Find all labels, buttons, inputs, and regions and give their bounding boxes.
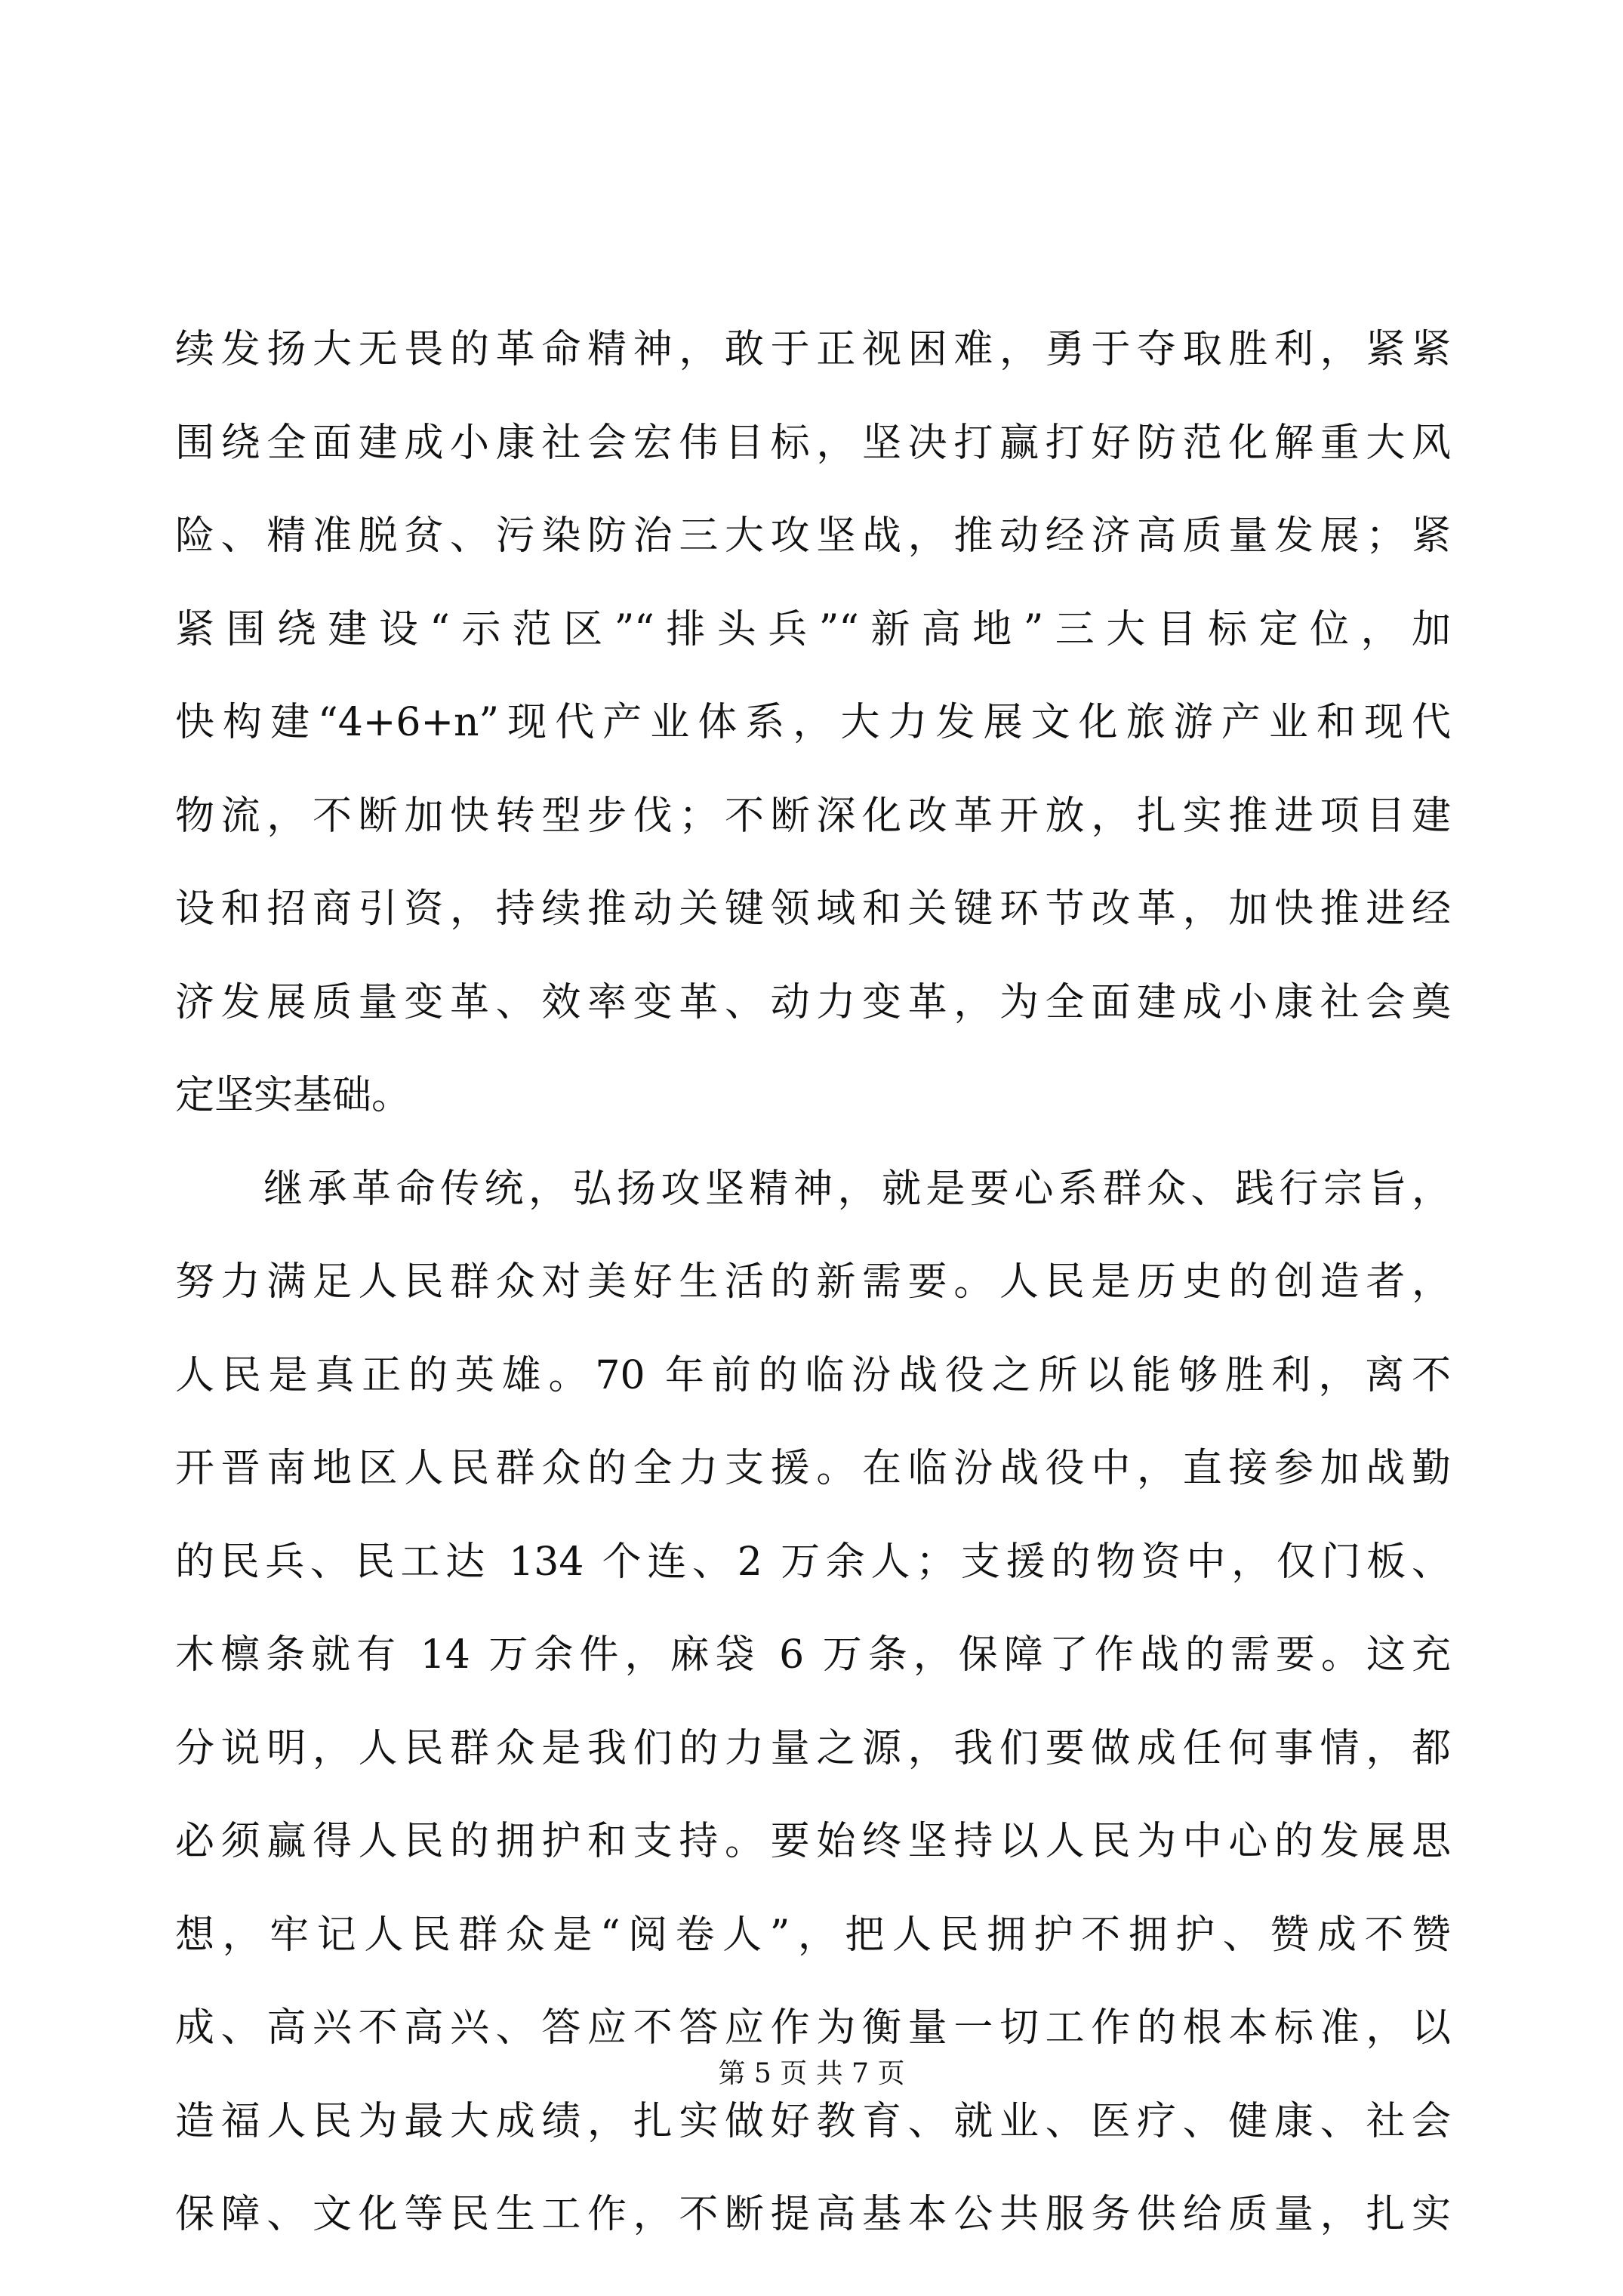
text-line: 分说明，人民群众是我们的力量之源，我们要做成任何事情，都 <box>175 1725 1451 1771</box>
text-line: 济发展质量变革、效率变革、动力变革，为全面建成小康社会奠 <box>175 979 1451 1025</box>
text-line: 快构建“4+6+n”现代产业体系，大力发展文化旅游产业和现代 <box>175 700 1451 745</box>
text-line: 开晋南地区人民群众的全力支援。在临汾战役中，直接参加战勤 <box>175 1446 1451 1491</box>
text-line: 人民是真正的英雄。70 年前的临汾战役之所以能够胜利，离不 <box>175 1352 1451 1398</box>
text-line: 造福人民为最大成绩，扎实做好教育、就业、医疗、健康、社会 <box>175 2098 1451 2144</box>
text-line: 设和招商引资，持续推动关键领域和关键环节改革，加快推进经 <box>175 886 1451 932</box>
text-line: 成、高兴不高兴、答应不答应作为衡量一切工作的根本标准，以 <box>175 2005 1451 2051</box>
text-line: 围绕全面建成小康社会宏伟目标，坚决打赢打好防范化解重大风 <box>175 420 1451 466</box>
paragraph-first-line: 继承革命传统，弘扬攻坚精神，就是要心系群众、践行宗旨， <box>175 1166 1451 1212</box>
paragraph-end-line: 定坚实基础。 <box>175 1073 411 1118</box>
text-line: 保障、文化等民生工作，不断提高基本公共服务供给质量，扎实 <box>175 2192 1451 2237</box>
text-line: 的民兵、民工达 134 个连、2 万余人；支援的物资中，仅门板、 <box>175 1539 1451 1585</box>
text-line: 必须赢得人民的拥护和支持。要始终坚持以人民为中心的发展思 <box>175 1819 1451 1864</box>
text-line: 险、精准脱贫、污染防治三大攻坚战，推动经济高质量发展；紧 <box>175 513 1451 559</box>
page-number-footer: 第 5 页 共 7 页 <box>718 2058 905 2089</box>
text-line: 续发扬大无畏的革命精神，敢于正视困难，勇于夺取胜利，紧紧 <box>175 327 1451 372</box>
text-line: 木檩条就有 14 万余件，麻袋 6 万条，保障了作战的需要。这充 <box>175 1632 1451 1678</box>
text-line: 紧围绕建设“示范区”“排头兵”“新高地”三大目标定位，加 <box>175 606 1451 652</box>
document-body <box>175 304 1451 2262</box>
text-line: 物流，不断加快转型步伐；不断深化改革开放，扎实推进项目建 <box>175 793 1451 839</box>
text-line: 努力满足人民群众对美好生活的新需要。人民是历史的创造者， <box>175 1259 1451 1305</box>
text-line: 想，牢记人民群众是“阅卷人”，把人民拥护不拥护、赞成不赞 <box>175 1912 1451 1958</box>
